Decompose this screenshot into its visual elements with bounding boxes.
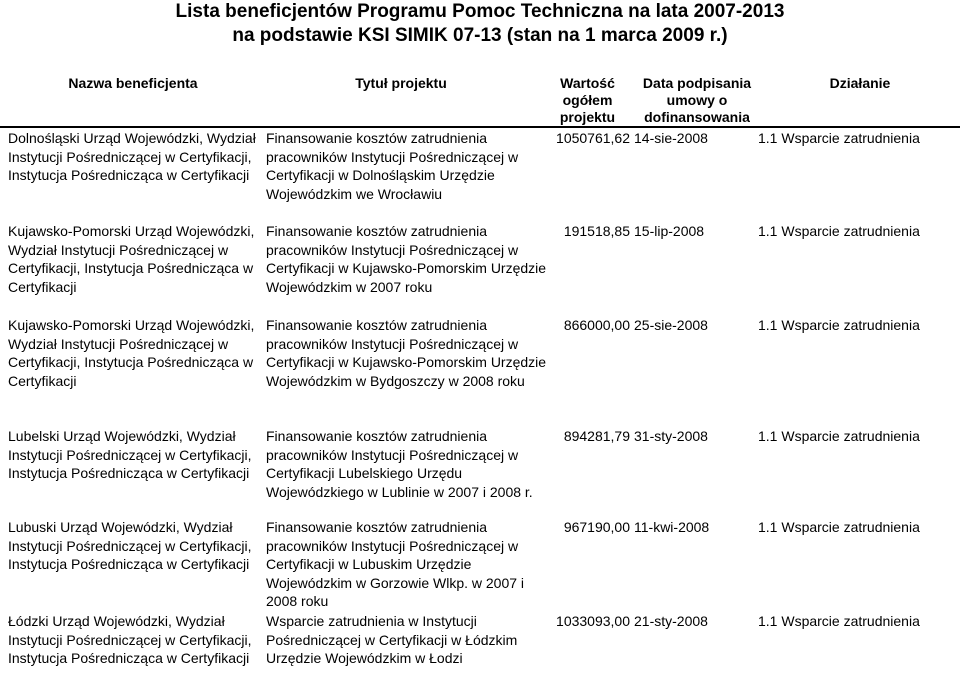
project-value: 1050761,62 [556,130,630,146]
project-title: Finansowanie kosztów zatrudnienia pracowników Instytucji Pośredniczącej w Certyfikacji w Kujawsko-Pomorskim Urzędzie Wojewódzkim w Bydgoszczy w 2008 roku [266,317,547,389]
project-title: Finansowanie kosztów zatrudnienia pracowników Instytucji Pośredniczącej w Certyfikacji w Dolnośląskim Urzędzie Wojewódzkim we Wrocławiu [266,130,519,202]
table-header [0,75,960,125]
project-title: Finansowanie kosztów zatrudnienia pracowników Instytucji Pośredniczącej w Certyfikacji w Kujawsko-Pomorskim Urzędzie Wojewódzkim w 2007 roku [266,223,547,295]
header-divider [0,126,960,128]
project-value: 191518,85 [563,223,630,239]
title-line-1: Lista beneficjentów Programu Pomoc Techniczna na lata 2007-2013 [175,1,785,22]
beneficiary-name: Kujawsko-Pomorski Urząd Wojewódzki, Wydział Instytucji Pośredniczącej w Certyfikacji, Instytucja Pośrednicząca w Certyfikacji [8,317,255,389]
action-name: 1.1 Wsparcie zatrudnienia [758,223,920,239]
action-name: 1.1 Wsparcie zatrudnienia [758,130,920,146]
agreement-date: 25-sie-2008 [634,317,708,333]
header-date: Data podpisania umowy o dofinansowania [642,75,752,125]
header-title: Tytuł projektu [355,75,447,91]
project-title: Finansowanie kosztów zatrudnienia pracowników Instytucji Pośredniczącej w Certyfikacji w Lubuskim Urzędzie Wojewódzkim w Gorzowie Wlkp. w 2007 i 2008 roku [266,519,525,609]
beneficiary-name: Dolnośląski Urząd Wojewódzki, Wydział Instytucji Pośredniczącej w Certyfikacji, Instytucja Pośrednicząca w Certyfikacji [8,130,256,183]
page-title [0,0,960,48]
beneficiary-name: Lubuski Urząd Wojewódzki, Wydział Instytucji Pośredniczącej w Certyfikacji, Instytucja Pośrednicząca w Certyfikacji [8,519,252,572]
project-title: Wsparcie zatrudnienia w Instytucji Pośredniczącej w Certyfikacji w Łódzkim Urzędzie Wojewódzkim w Łodzi [266,613,518,666]
agreement-date: 31-sty-2008 [634,428,708,444]
agreement-date: 15-lip-2008 [634,223,705,239]
project-value: 866000,00 [563,317,630,333]
header-action: Działanie [829,75,891,91]
header-name: Nazwa beneficjenta [68,75,198,91]
project-value: 894281,79 [563,428,630,444]
agreement-date: 21-sty-2008 [634,613,708,629]
project-value: 967190,00 [563,519,630,535]
action-name: 1.1 Wsparcie zatrudnienia [758,519,920,535]
project-value: 1033093,00 [556,613,630,629]
project-title: Finansowanie kosztów zatrudnienia pracowników Instytucji Pośredniczącej w Certyfikacji Lubelskiego Urzędu Wojewódzkiego w Lublinie w 2007 i 2008 r. [266,428,533,500]
action-name: 1.1 Wsparcie zatrudnienia [758,613,920,629]
title-line-2: na podstawie KSI SIMIK 07-13 (stan na 1 marca 2009 r.) [232,25,728,46]
action-name: 1.1 Wsparcie zatrudnienia [758,317,920,333]
beneficiary-name: Kujawsko-Pomorski Urząd Wojewódzki, Wydział Instytucji Pośredniczącej w Certyfikacji, Instytucja Pośrednicząca w Certyfikacji [8,223,255,295]
beneficiary-name: Łódzki Urząd Wojewódzki, Wydział Instytucji Pośredniczącej w Certyfikacji, Instytucja Pośrednicząca w Certyfikacji [8,613,252,666]
agreement-date: 11-kwi-2008 [634,519,710,535]
action-name: 1.1 Wsparcie zatrudnienia [758,428,920,444]
beneficiary-name: Lubelski Urząd Wojewódzki, Wydział Instytucji Pośredniczącej w Certyfikacji, Instytucja Pośrednicząca w Certyfikacji [8,428,252,481]
agreement-date: 14-sie-2008 [634,130,708,146]
header-value: Wartość ogółem projektu [559,75,616,125]
